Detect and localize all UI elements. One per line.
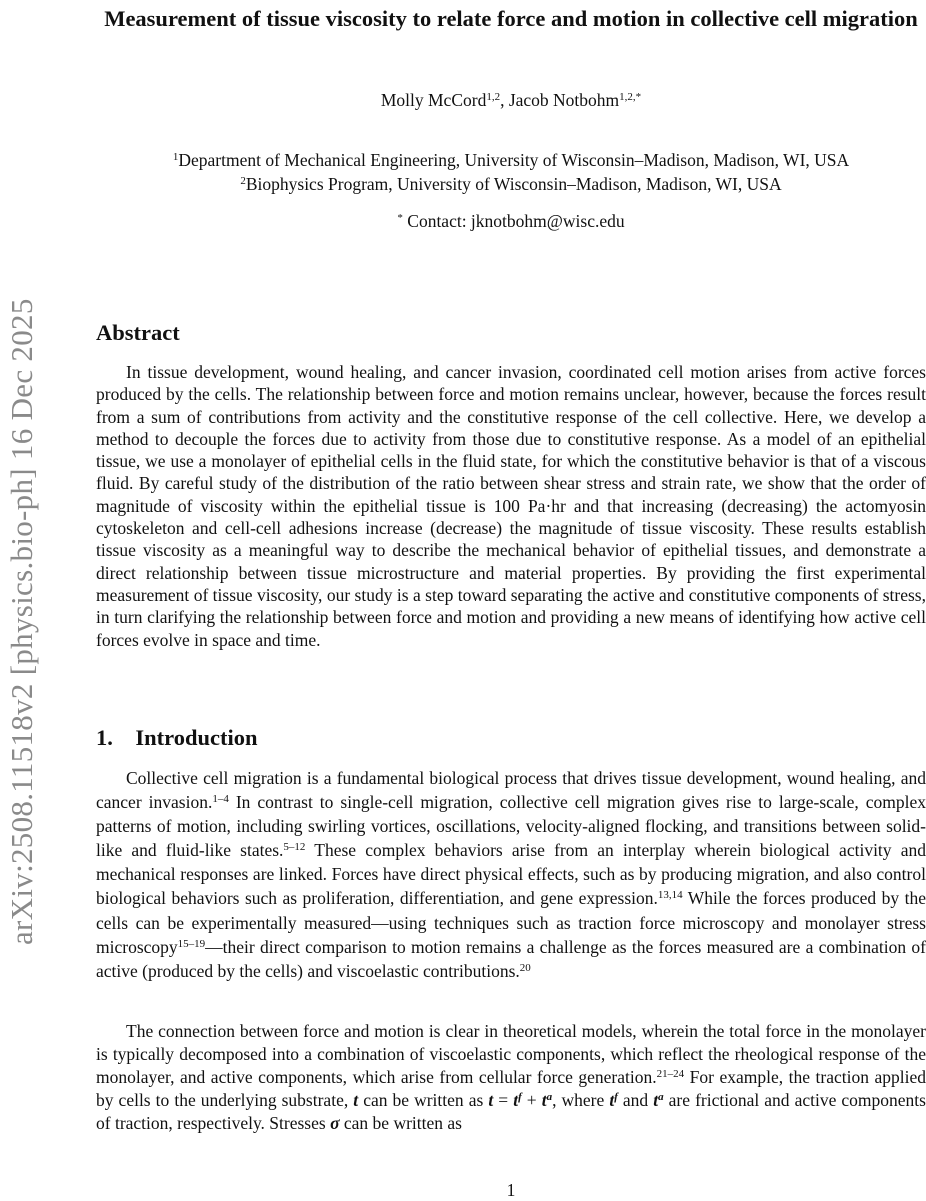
author-affiliation-mark: 1,2 <box>486 91 501 103</box>
text-run: Collective cell migration is a fundamental biological process that drives tissue development, wound healing, and cancer invasion. <box>96 768 926 813</box>
citation-ref: 1–4 <box>212 793 229 806</box>
contact-line <box>96 211 926 232</box>
citation-ref: 21–24 <box>656 1068 685 1080</box>
math-superscript: a <box>658 1091 664 1103</box>
math-symbol: σ <box>330 1113 340 1133</box>
paper-title: Measurement of tissue viscosity to relate force and motion in collective cell migration <box>104 6 918 31</box>
math-symbol: $t^a$ <box>653 1090 664 1110</box>
affiliation <box>96 148 926 172</box>
arxiv-identifier-stamp: arXiv:2508.11518v2 [physics.bio-ph] 16 Dec 2025 <box>4 298 39 945</box>
citation-ref: 5–12 <box>283 841 306 854</box>
text-run: , where <box>552 1090 610 1110</box>
math-superscript: a <box>546 1091 553 1103</box>
math-symbol: $t^f$ <box>609 1090 618 1110</box>
contact-email[interactable]: Contact: jknotbohm@wisc.edu <box>402 211 625 231</box>
citation-ref: 15–19 <box>177 937 206 950</box>
affiliation-mark: 1 <box>172 151 179 163</box>
affiliation <box>96 172 926 196</box>
affiliation-text: Biophysics Program, University of Wisconsin–Madison, Madison, WI, USA <box>245 174 782 194</box>
math-symbol: t <box>488 1090 494 1110</box>
text-run: In contrast to single-cell migration, collective cell migration gives rise to large-scale, complex patterns of motion, including swirling vortices, oscillations, velocity-aligned flocking, and transitions between solid-like and fluid-like states. <box>96 792 926 861</box>
math-symbol: t <box>353 1090 359 1110</box>
introduction-paragraph <box>96 766 926 983</box>
text-run: = <box>493 1090 514 1110</box>
math-superscript: f <box>518 1091 522 1103</box>
affiliation-mark: 2 <box>240 175 246 187</box>
text-run: + <box>521 1090 542 1110</box>
math-superscript: f <box>614 1091 618 1103</box>
text-run: While the forces produced by the cells can be experimentally measured—using techniques such as traction force microscopy and monolayer stress microscopy <box>96 888 926 957</box>
affiliations <box>96 148 926 196</box>
math-symbol: $t^f$ <box>513 1090 522 1110</box>
contact-mark: * <box>397 212 403 224</box>
citation-ref: 13,14 <box>657 889 683 902</box>
text-run: can be written as <box>339 1113 462 1133</box>
author-name: Molly McCord <box>380 90 487 110</box>
text-run: and <box>617 1090 654 1110</box>
affiliation-text: Department of Mechanical Engineering, University of Wisconsin–Madison, Madison, WI, USA <box>178 150 850 170</box>
text-run: For example, the traction applied by cells to the underlying substrate, <box>96 1067 926 1110</box>
text-run: The connection between force and motion is clear in theoretical models, wherein the total force in the monolayer is typically decomposed into a combination of viscoelastic components, which reflect the rheological response of the monolayer, and active components, which arise from cellular force generation. <box>96 1021 926 1087</box>
text-run: These complex behaviors arise from an interplay wherein biological activity and mechanical responses are linked. Forces have direct physical effects, such as by producing migration, and also control biological behaviors such as proliferation, differentiation, and gene expression. <box>96 840 926 909</box>
citation-ref: 20 <box>519 961 531 974</box>
math-symbol: $t^a$ <box>541 1090 553 1110</box>
author-name: Jacob Notbohm <box>508 90 620 110</box>
author-list: Molly McCord$^{1,2}$, Jacob Notbohm$^{1,2,*}$ <box>380 90 642 110</box>
abstract-heading: Abstract <box>96 320 180 345</box>
author-affiliation-mark: 1,2,* <box>619 91 642 103</box>
introduction-paragraph <box>96 1020 926 1135</box>
text-run: can be written as <box>358 1090 489 1110</box>
text-run: —their direct comparison to motion remains a challenge as the forces measured are a combination of active (produced by the cells) and viscoelastic contributions. <box>96 936 926 981</box>
text-run: are frictional and active components of traction, respectively. Stresses <box>96 1090 926 1133</box>
abstract-text: In tissue development, wound healing, and cancer invasion, coordinated cell motion arises from active forces produced by the cells. The relationship between force and motion remains unclear, however, because the forces result from a sum of contributions from activity and the constitutive response of the cell collective. Here, we develop a method to decouple the forces due to activity from those due to constitutive response. As a model of an epithelial tissue, we use a monolayer of epithelial cells in the fluid state, for which the constitutive behavior is that of a viscous fluid. By careful study of the distribution of the ratio between shear stress and strain rate, we show that the order of magnitude of viscosity within the epithelial tissue is 100 Pa·hr and that increasing (decreasing) the actomyosin cytoskeleton and cell-cell adhesions increase (decrease) the magnitude of tissue viscosity. These results establish tissue viscosity as a meaningful way to describe the mechanical behavior of epithelial tissues, and demonstrate a direct relationship between tissue microstructure and material properties. By providing the first experimental measurement of tissue viscosity, our study is a step toward separating the active and constitutive components of stress, in turn clarifying the relationship between force and motion and providing a new means of identifying how active cell forces evolve in space and time. <box>96 362 926 650</box>
introduction-heading: 1. Introduction <box>96 725 258 750</box>
page-number: 1 <box>506 1180 516 1200</box>
